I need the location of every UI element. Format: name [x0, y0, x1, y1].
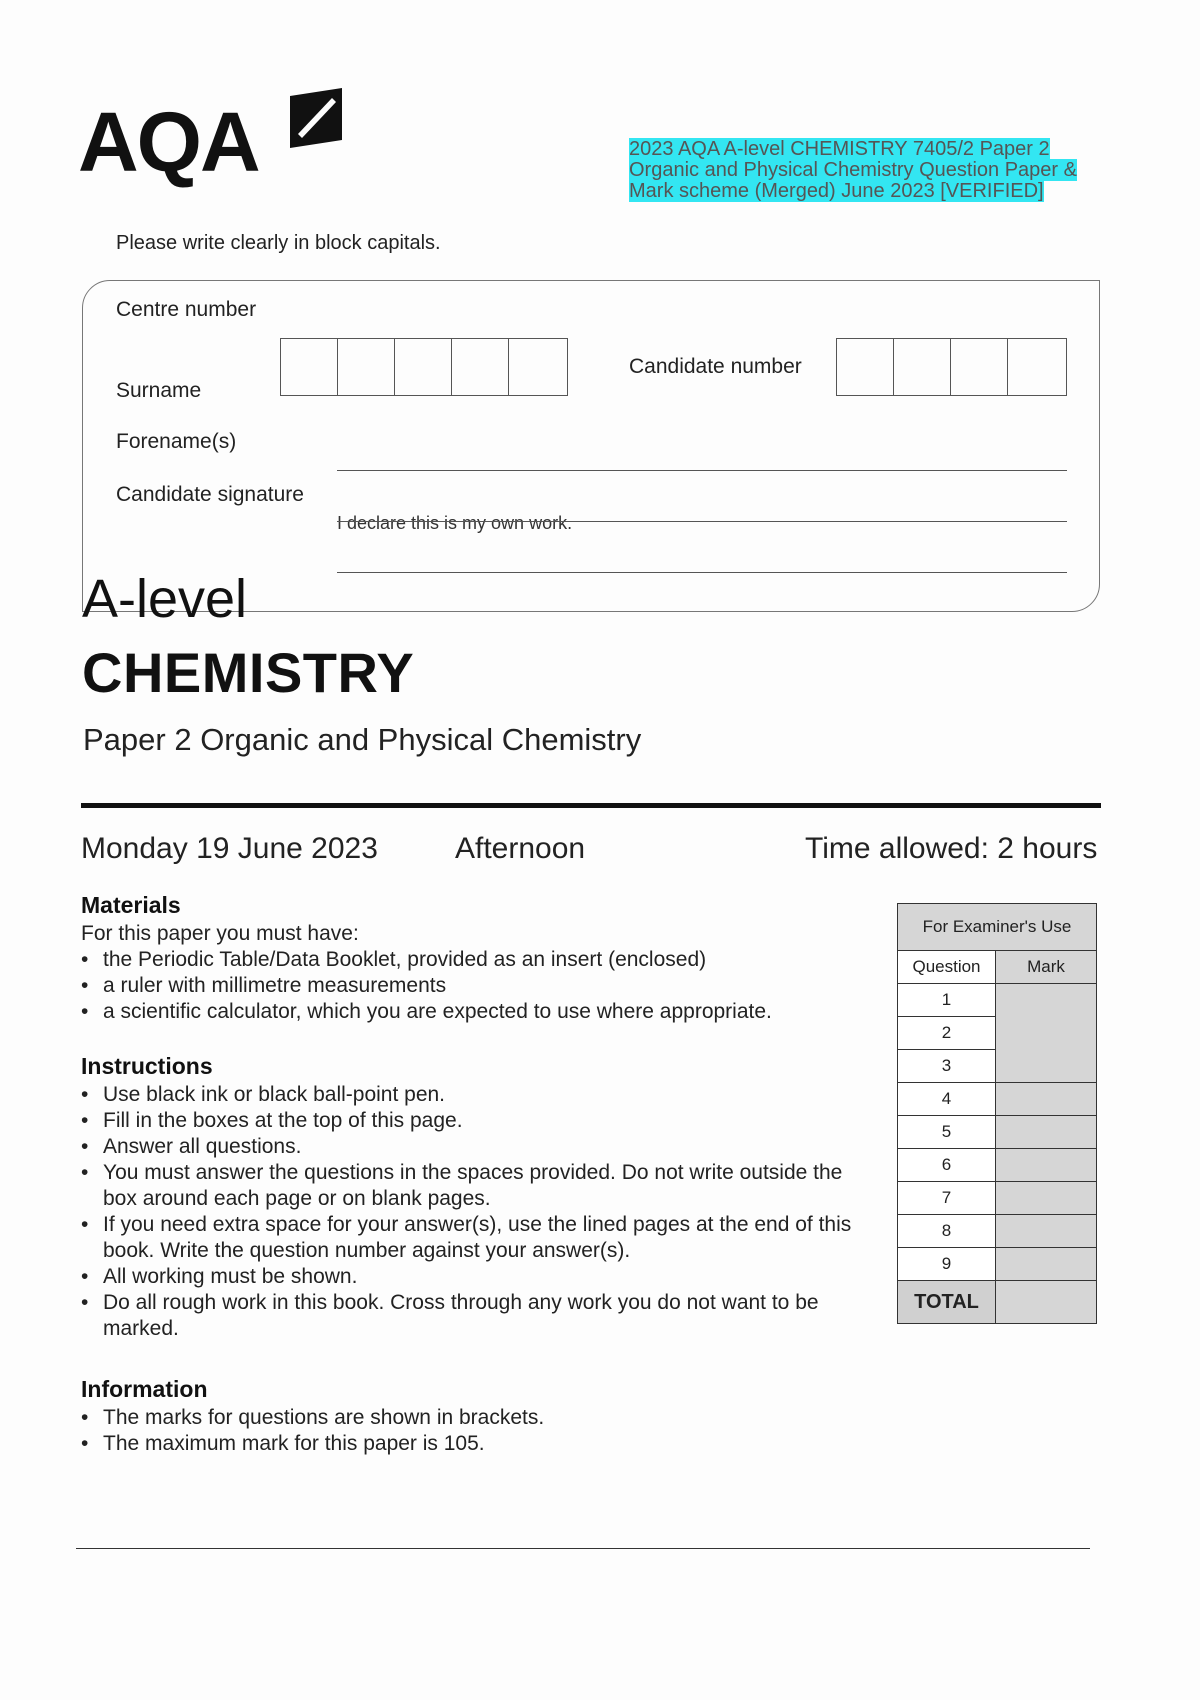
list-item: • The marks for questions are shown in brackets. [81, 1405, 871, 1431]
list-item: • You must answer the questions in the spaces provided. Do not write outside the box around each page or on blank pages. [81, 1160, 871, 1212]
time-allowed: Time allowed: 2 hours [805, 832, 1098, 865]
block-capitals-note: Please write clearly in block capitals. [116, 232, 441, 254]
subject-title: CHEMISTRY [82, 641, 415, 704]
list-item: • Answer all questions. [81, 1134, 871, 1160]
list-item: • All working must be shown. [81, 1264, 871, 1290]
list-item: • Do all rough work in this book. Cross through any work you do not want to be marked. [81, 1290, 871, 1342]
centre-number-label: Centre number [116, 298, 257, 321]
surname-label: Surname [116, 379, 202, 402]
centre-number-grid [280, 338, 568, 396]
question-number: 5 [898, 1116, 996, 1149]
aqa-logo-text: AQA [78, 95, 259, 189]
mark-cell [996, 1182, 1097, 1215]
signature-line[interactable] [337, 521, 1067, 522]
mark-cell [996, 1215, 1097, 1248]
mark-cell [996, 1116, 1097, 1149]
qualification-level: A-level [82, 569, 248, 629]
question-number: 6 [898, 1149, 996, 1182]
question-number: 9 [898, 1248, 996, 1281]
mark-cell [996, 1083, 1097, 1116]
candidate-number-box[interactable] [837, 339, 894, 395]
signature-line-lower[interactable] [337, 572, 1067, 573]
aqa-logo [78, 88, 348, 188]
information-list [81, 1405, 871, 1457]
candidate-number-box[interactable] [894, 339, 951, 395]
candidate-signature-label: Candidate signature [116, 483, 304, 506]
materials-section [81, 892, 871, 1025]
paper-title: Paper 2 Organic and Physical Chemistry [83, 722, 642, 757]
candidate-number-label: Candidate number [629, 355, 802, 378]
instructions-heading: Instructions [81, 1053, 213, 1079]
candidate-number-grid [836, 338, 1067, 396]
centre-number-box[interactable] [395, 339, 452, 395]
materials-list [81, 947, 871, 1025]
forenames-label: Forename(s) [116, 430, 237, 453]
centre-number-box[interactable] [338, 339, 395, 395]
examiners-use-table [897, 903, 1098, 1324]
instructions-section [81, 1053, 871, 1342]
examiners-use-title: For Examiner's Use [898, 904, 1097, 951]
materials-heading: Materials [81, 892, 181, 918]
total-label: TOTAL [898, 1281, 996, 1324]
total-mark-cell [996, 1281, 1097, 1324]
list-item: • Fill in the boxes at the top of this page. [81, 1108, 871, 1134]
question-number: 1 [898, 984, 996, 1017]
list-item: • Use black ink or black ball-point pen. [81, 1082, 871, 1108]
surname-forename-line[interactable] [337, 470, 1067, 471]
mark-cell [996, 1248, 1097, 1281]
question-number: 3 [898, 1050, 996, 1083]
list-item: • The maximum mark for this paper is 105. [81, 1431, 871, 1457]
exam-date: Monday 19 June 2023 [81, 832, 378, 865]
mark-cell [996, 1149, 1097, 1182]
question-column-header: Question [898, 951, 996, 984]
question-number: 8 [898, 1215, 996, 1248]
title-divider [81, 803, 1101, 808]
centre-number-box[interactable] [452, 339, 509, 395]
information-section [81, 1376, 871, 1457]
mark-cell-merged [996, 984, 1097, 1083]
list-item: • the Periodic Table/Data Booklet, provided as an insert (enclosed) [81, 947, 871, 973]
question-number: 4 [898, 1083, 996, 1116]
aqa-logo-mark-icon [284, 88, 348, 148]
information-heading: Information [81, 1376, 208, 1402]
highlighted-title-note: 2023 AQA A-level CHEMISTRY 7405/2 Paper 2 Organic and Physical Chemistry Question Paper & Mark scheme (Merged) June 2023 [VERIFIED] [629, 138, 1077, 202]
footer-rule [76, 1548, 1090, 1549]
candidate-number-box[interactable] [1008, 339, 1065, 395]
candidate-number-box[interactable] [951, 339, 1008, 395]
list-item: • a ruler with millimetre measurements [81, 973, 871, 999]
list-item: • a scientific calculator, which you are expected to use where appropriate. [81, 999, 871, 1025]
list-item: • If you need extra space for your answer(s), use the lined pages at the end of this book. Write the question number against your answer(s). [81, 1212, 871, 1264]
centre-number-box[interactable] [281, 339, 338, 395]
question-number: 2 [898, 1017, 996, 1050]
centre-number-box[interactable] [509, 339, 566, 395]
exam-session: Afternoon [455, 832, 586, 865]
instructions-list [81, 1082, 871, 1342]
mark-column-header: Mark [996, 951, 1097, 984]
declaration-text: I declare this is my own work. [337, 513, 573, 533]
question-number: 7 [898, 1182, 996, 1215]
materials-intro: For this paper you must have: [81, 922, 359, 945]
